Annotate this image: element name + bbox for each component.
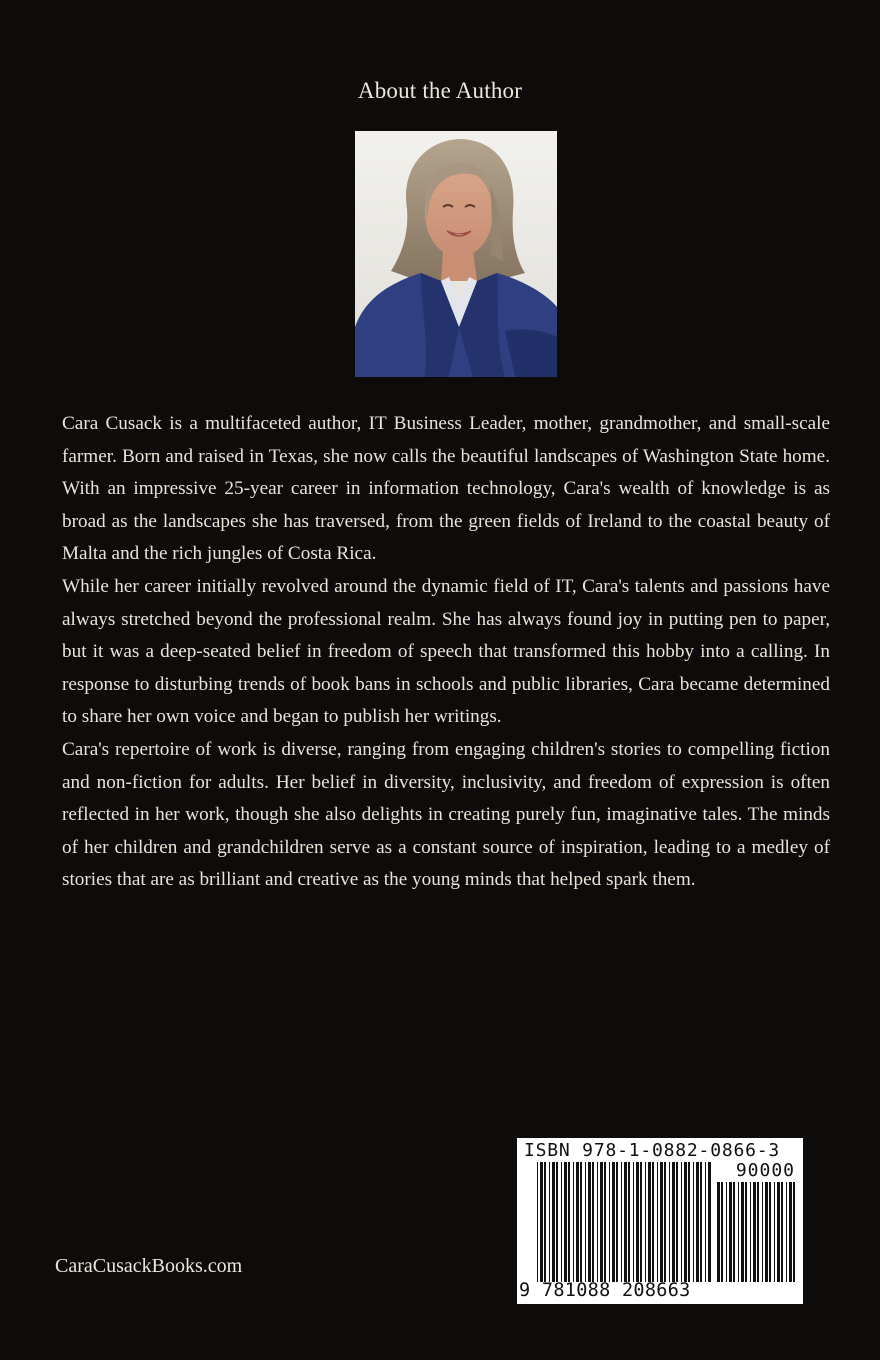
- barcode-bar: [633, 1162, 634, 1282]
- barcode-bar: [676, 1162, 678, 1282]
- barcode-bar: [789, 1182, 792, 1282]
- barcode-bar: [585, 1162, 586, 1282]
- barcode-bar: [552, 1162, 555, 1282]
- barcode-digits: 9 781088 208663: [519, 1280, 691, 1301]
- barcode-bar: [793, 1182, 795, 1282]
- barcode-bar: [636, 1162, 639, 1282]
- barcode-bar: [750, 1182, 751, 1282]
- barcode-bar: [580, 1162, 582, 1282]
- barcode-bar: [729, 1182, 732, 1282]
- price-code: 90000: [735, 1160, 795, 1181]
- barcode-bar: [762, 1182, 763, 1282]
- barcode-bar: [549, 1162, 550, 1282]
- barcode-bar: [781, 1182, 783, 1282]
- barcode-bar: [616, 1162, 618, 1282]
- barcode-bar: [588, 1162, 591, 1282]
- barcode-bar: [786, 1182, 787, 1282]
- barcode-bar: [745, 1182, 747, 1282]
- barcode-bar: [765, 1182, 768, 1282]
- barcode-bar: [600, 1162, 603, 1282]
- barcode-bar: [700, 1162, 702, 1282]
- barcode-bar: [660, 1162, 663, 1282]
- barcode-bar: [645, 1162, 646, 1282]
- barcode-bar: [628, 1162, 630, 1282]
- barcode-bar: [621, 1162, 622, 1282]
- barcode-bar: [573, 1162, 574, 1282]
- barcode-bar: [648, 1162, 651, 1282]
- bio-paragraph-1: Cara Cusack is a multifaceted author, IT Business Leader, mother, grandmother, and small-scale farmer. Born and raised in Texas, she now calls the beautiful landscapes of Washington State home. With an impressive 25-year career in information technology, Cara's wealth of knowledge is as broad as the landscapes she has traversed, from the green fields of Ireland to the coastal beauty of Malta and the rich jungles of Costa Rica.: [62, 413, 830, 565]
- barcode-bar: [540, 1162, 543, 1282]
- barcode-bar: [592, 1162, 594, 1282]
- barcode-bar: [652, 1162, 654, 1282]
- barcode-bar: [774, 1182, 775, 1282]
- author-photo: [355, 131, 557, 377]
- barcode-bar: [672, 1162, 675, 1282]
- barcode-bar: [688, 1162, 690, 1282]
- barcode-bar: [721, 1182, 723, 1282]
- barcode-bar: [556, 1162, 558, 1282]
- barcode-bar: [640, 1162, 642, 1282]
- barcode-bar: [741, 1182, 744, 1282]
- barcode-bar: [769, 1182, 771, 1282]
- barcode-bar: [757, 1182, 759, 1282]
- barcode-bar: [708, 1162, 711, 1282]
- barcode-bar: [717, 1182, 720, 1282]
- bio-paragraph-2: While her career initially revolved around the dynamic field of IT, Cara's talents and passions have always stretched beyond the professional realm. She has always found joy in putting pen to paper, but it was a deep-seated belief in freedom of speech that transformed this hobby into a calling. In response to disturbing trends of book bans in schools and public libraries, Cara became determined to share her own voice and began to publish her writings.: [62, 575, 830, 728]
- barcode-bar: [624, 1162, 627, 1282]
- barcode-bar: [664, 1162, 666, 1282]
- barcode-bar: [684, 1162, 687, 1282]
- barcode-bar: [564, 1162, 567, 1282]
- barcode-bar: [544, 1162, 546, 1282]
- barcode-bar: [657, 1162, 658, 1282]
- barcode-bar: [733, 1182, 735, 1282]
- website-link: CaraCusackBooks.com: [55, 1255, 243, 1277]
- barcode-bar: [604, 1162, 606, 1282]
- barcode-bar: [696, 1162, 699, 1282]
- barcode-bar: [693, 1162, 694, 1282]
- barcode-bar: [568, 1162, 570, 1282]
- barcode-bar: [705, 1162, 706, 1282]
- barcode-bar: [738, 1182, 739, 1282]
- barcode-bar: [537, 1162, 538, 1282]
- barcode-bar: [576, 1162, 579, 1282]
- barcode-bar: [669, 1162, 670, 1282]
- barcode-bar: [612, 1162, 615, 1282]
- barcode-bar: [609, 1162, 610, 1282]
- isbn-label: ISBN 978-1-0882-0866-3: [524, 1140, 781, 1161]
- barcode-bar: [777, 1182, 780, 1282]
- isbn-barcode: [517, 1138, 803, 1304]
- barcode-bar: [726, 1182, 727, 1282]
- barcode-bar: [753, 1182, 756, 1282]
- about-heading: About the Author: [357, 78, 523, 103]
- bio-paragraph-3: Cara's repertoire of work is diverse, ranging from engaging children's stories to compelling fiction and non-fiction for adults. Her belief in diversity, inclusivity, and freedom of expression is often reflected in her work, though she also delights in creating purely fun, imaginative tales. The minds of her children and grandchildren serve as a constant source of inspiration, leading to a medley of stories that are as brilliant and creative as the young minds that helped spark them.: [62, 738, 830, 891]
- barcode-bar: [561, 1162, 562, 1282]
- author-bio: [62, 408, 830, 897]
- barcode-bar: [597, 1162, 598, 1282]
- barcode-bar: [681, 1162, 682, 1282]
